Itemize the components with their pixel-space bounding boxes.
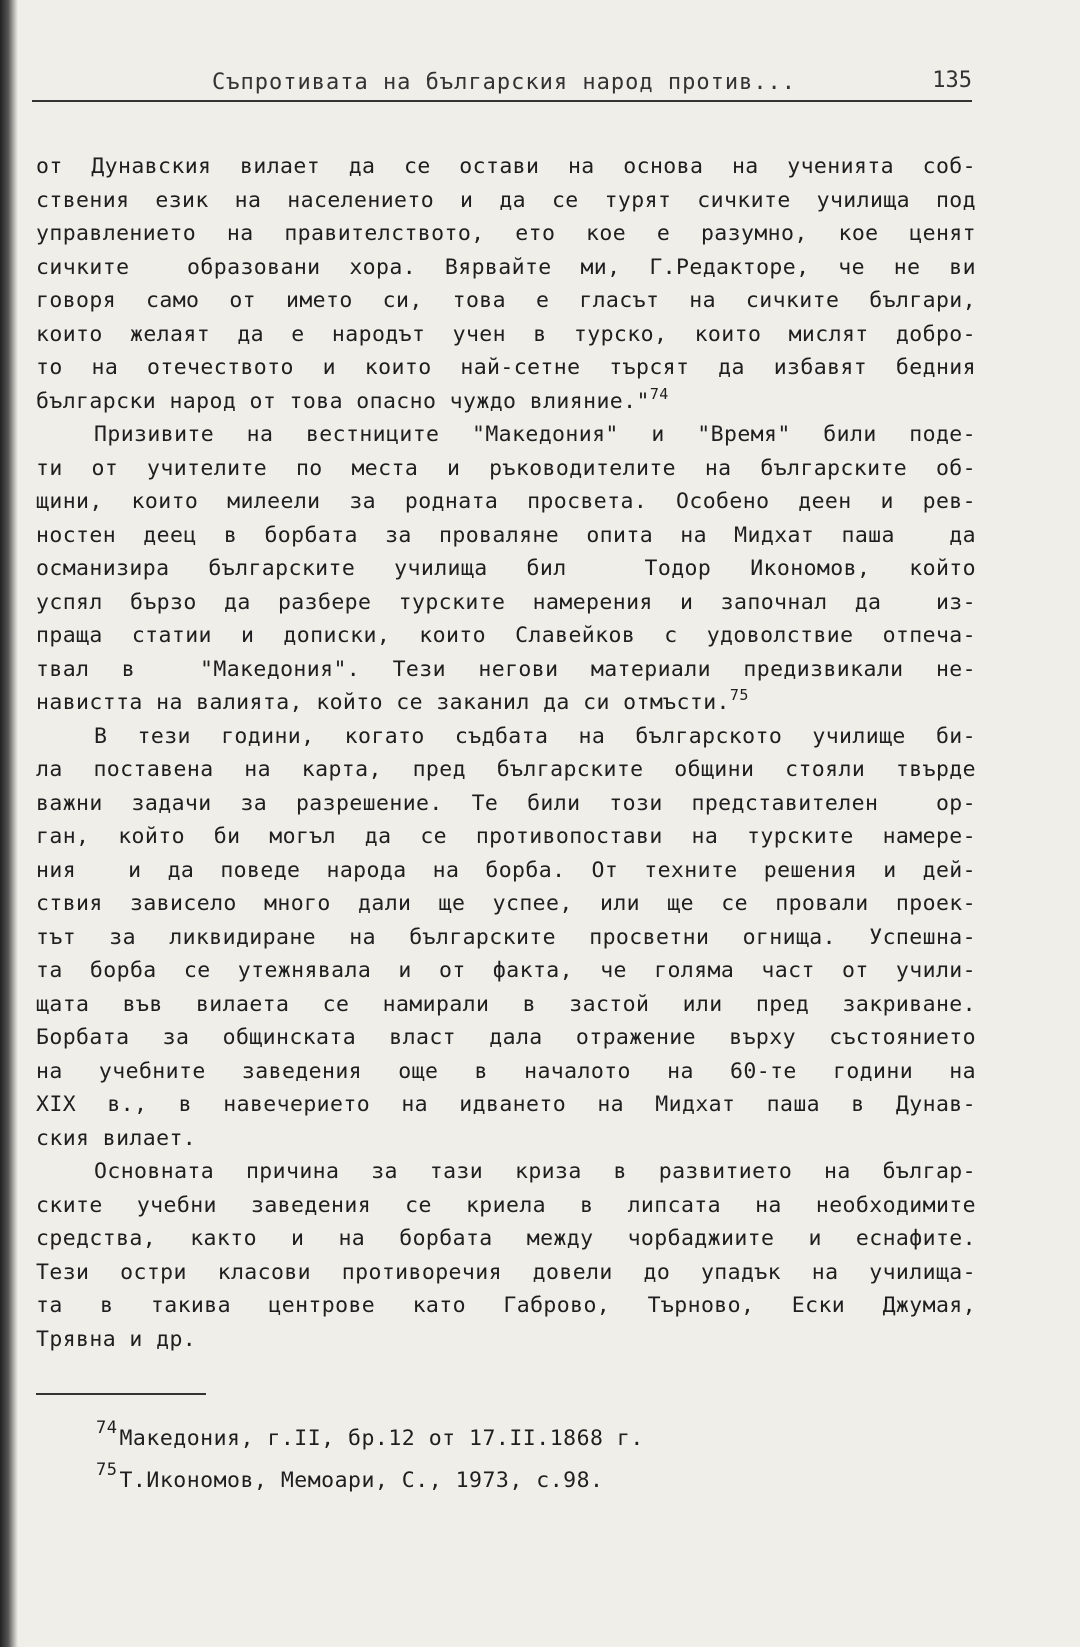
line-text: ските учебни заведения се криела в липсата на необходимите: [36, 1192, 976, 1218]
text-line: [36, 619, 976, 653]
text-line: [36, 1055, 976, 1089]
text-line: [36, 351, 976, 385]
footnote-rule: [36, 1393, 206, 1395]
text-line: [36, 753, 976, 787]
page-header: [32, 66, 972, 104]
line-text: български народ от това опасно чуждо влияние.": [36, 388, 650, 414]
text-line: [36, 1289, 976, 1323]
footnote-text: Т.Икономов, Мемоари, С., 1973, с.98.: [119, 1468, 604, 1493]
text-line: [36, 1021, 976, 1055]
text-line: [36, 485, 976, 519]
header-rule: [32, 100, 972, 102]
line-text: важни задачи за разрешение. Те били този представителен ор-: [36, 790, 976, 816]
line-text: ностен деец в борбата за проваляне опита на Мидхат паша да: [36, 522, 976, 548]
text-line: [36, 887, 976, 921]
text-line: [36, 854, 976, 888]
line-text: ския вилает.: [36, 1125, 197, 1151]
line-text: Борбата за общинската власт дала отражение върху състоянието: [36, 1025, 976, 1050]
footnote-number: 74: [96, 1418, 118, 1438]
footnote-75: [96, 1460, 603, 1493]
line-text: навистта на валията, който се заканил да си отмъсти.: [36, 690, 730, 715]
text-line: [36, 150, 976, 184]
text-line: [36, 1222, 976, 1256]
footnote-ref: 75: [729, 686, 749, 704]
line-text: Основната причина за тази криза в развитието на българ-: [94, 1159, 976, 1184]
text-line: [36, 720, 976, 754]
line-text: ти от учителите по места и ръководителите на българските об-: [36, 455, 976, 481]
footnote-number: 75: [96, 1460, 118, 1480]
text-line: [36, 954, 976, 988]
text-line: [36, 1323, 976, 1357]
line-text: от Дунавския вилает да се остави на основа на ученията соб-: [36, 154, 976, 179]
text-line: [36, 1155, 976, 1189]
text-line: [36, 1189, 976, 1223]
line-text: Трявна и др.: [36, 1326, 197, 1352]
footnote-74: [96, 1418, 644, 1451]
line-text: та борба се утежнявала и от факта, че голяма част от учили-: [36, 958, 976, 983]
line-text: ния и да поведе народа на борба. От техните решения и дей-: [36, 857, 976, 883]
text-line: [36, 552, 976, 586]
text-line: [36, 921, 976, 955]
text-line: [36, 284, 976, 318]
line-text: които желаят да е народът учен в турско, които мислят добро-: [36, 321, 976, 347]
text-line: [36, 586, 976, 620]
text-line: [36, 820, 976, 854]
text-line: [36, 988, 976, 1022]
line-text: османизира българските училища бил Тодор Икономов, който: [36, 556, 976, 581]
text-line: [36, 1122, 976, 1156]
line-text: та в такива центрове като Габрово, Търново, Ески Джумая,: [36, 1293, 976, 1318]
text-line: [36, 217, 976, 251]
line-text: успял бързо да разбере турските намерения и започнал да из-: [36, 589, 976, 615]
body-text: [36, 150, 976, 1356]
footnote-text: Македония, г.II, бр.12 от 17.II.1868 г.: [119, 1426, 644, 1451]
text-line: [36, 452, 976, 486]
line-text: твал в "Македония". Тези негови материали предизвикали не-: [36, 656, 976, 682]
line-text: щата във вилаета се намирали в застой или пред закриване.: [36, 991, 976, 1017]
line-text: на учебните заведения още в началото на 60-те години на: [36, 1058, 976, 1084]
binding-shadow: [0, 0, 18, 1647]
line-text: средства, както и на борбата между чорбаджиите и еснафите.: [36, 1226, 976, 1251]
text-line: [36, 184, 976, 218]
line-text: говоря само от името си, това е гласът на сичките българи,: [36, 288, 976, 313]
text-line: [36, 1088, 976, 1122]
line-text: Тези остри класови противоречия довели до упадък на училища-: [36, 1259, 976, 1285]
text-line: [36, 1256, 976, 1290]
footnote-ref: 74: [649, 384, 669, 403]
line-text: тът за ликвидиране на българските просветни огнища. Успешна-: [36, 924, 976, 950]
line-text: ствия зависело много дали ще успее, или ще се провали проек-: [36, 891, 976, 916]
line-text: праща статии и дописки, които Славейков с удоволствие отпеча-: [36, 623, 976, 648]
line-text: то на отечеството и които най-сетне търсят да избавят бедния: [36, 355, 976, 380]
text-line: [36, 251, 976, 285]
text-line: [36, 318, 976, 352]
page-number: 135: [932, 68, 972, 93]
running-title: Съпротивата на българския народ против...: [212, 70, 797, 95]
text-line: [36, 653, 976, 687]
text-line: [36, 418, 976, 452]
line-text: XIX в., в навечерието на идването на Мидхат паша в Дунав-: [36, 1092, 976, 1117]
line-text: В тези години, когато съдбата на българското училище би-: [94, 723, 976, 749]
line-text: ла поставена на карта, пред българските общини стояли твърде: [36, 757, 976, 782]
line-text: ган, който би могъл да се противопостави на турските намере-: [36, 824, 976, 849]
line-text: ствения език на населението и да се турят сичките училища под: [36, 187, 976, 213]
line-text: щини, които милеели за родната просвета. Особено деен и рев-: [36, 489, 976, 514]
text-line: [36, 385, 976, 419]
text-line: [36, 686, 976, 720]
text-line: [36, 787, 976, 821]
text-line: [36, 519, 976, 553]
line-text: Призивите на вестниците "Македония" и "Время" били поде-: [94, 422, 976, 447]
line-text: управлението на правителството, ето кое е разумно, кое ценят: [36, 221, 976, 246]
line-text: сичките образовани хора. Вярвайте ми, Г.Редакторе, че не ви: [36, 254, 976, 280]
